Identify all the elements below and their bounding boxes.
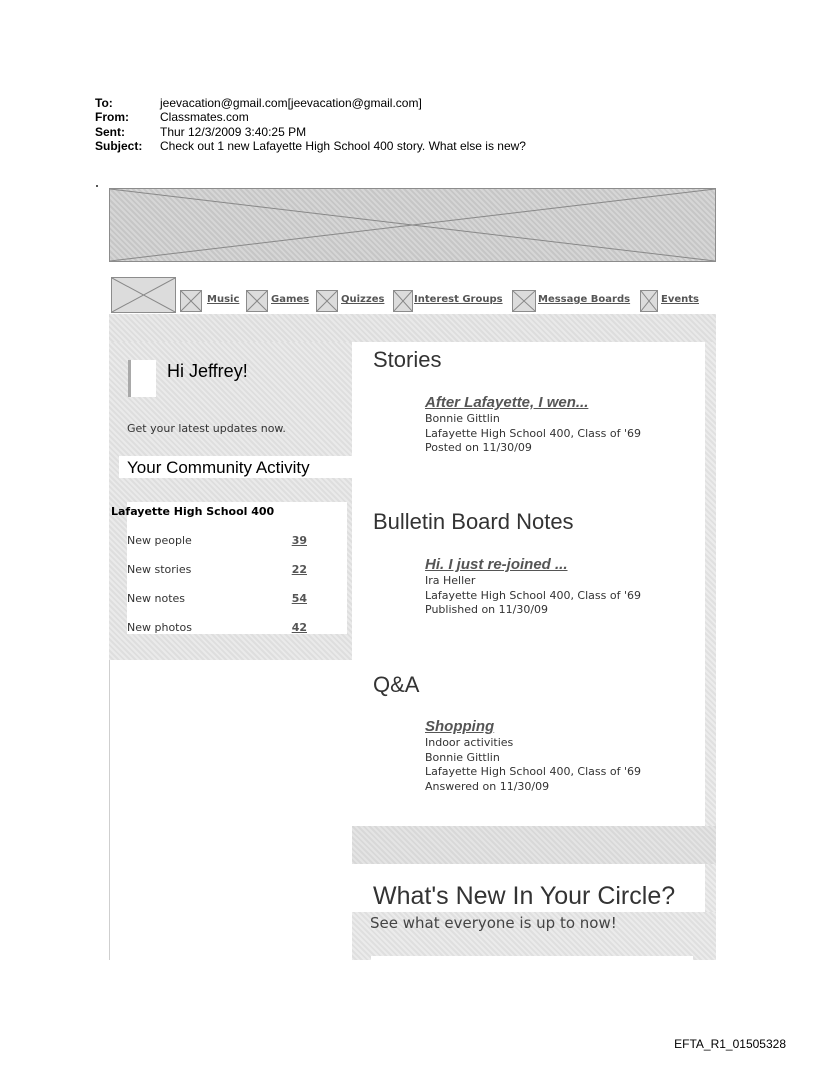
updates-prompt[interactable]: Get your latest updates now. xyxy=(127,422,286,435)
music-icon xyxy=(180,290,202,312)
circle-subheading: See what everyone is up to now! xyxy=(370,914,617,932)
bulletin-author: Ira Heller xyxy=(425,574,476,587)
main-content-border xyxy=(705,342,716,960)
sidebar-edge xyxy=(109,660,110,960)
story-school: Lafayette High School 400, Class of '69 xyxy=(425,426,641,440)
nav-quizzes-link[interactable]: Quizzes xyxy=(341,294,385,305)
activity-count-link[interactable]: 39 xyxy=(291,534,307,547)
nav-divider-strip xyxy=(109,314,716,342)
activity-row-people xyxy=(127,534,307,547)
story-title-link[interactable]: After Lafayette, I wen... xyxy=(425,394,589,411)
nav-music-link[interactable]: Music xyxy=(207,294,240,305)
activity-label: New stories xyxy=(127,563,192,576)
document-id: EFTA_R1_01505328 xyxy=(674,1037,786,1051)
bulletin-item xyxy=(425,555,641,618)
activity-row-stories xyxy=(127,563,307,576)
activity-school-name: Lafayette High School 400 xyxy=(111,505,275,518)
activity-label: New photos xyxy=(127,621,192,634)
email-header xyxy=(95,96,526,154)
activity-count-link[interactable]: 54 xyxy=(291,592,307,605)
interest-groups-icon xyxy=(393,290,413,312)
bulletin-date: Published on 11/30/09 xyxy=(425,603,549,616)
logo-placeholder xyxy=(111,277,176,313)
from-label: From: xyxy=(95,110,129,125)
qa-category: Indoor activities xyxy=(425,736,514,749)
nav-games-link[interactable]: Games xyxy=(271,294,310,305)
circle-heading: What's New In Your Circle? xyxy=(373,882,676,910)
section-divider-band xyxy=(352,826,716,864)
nav-events-link[interactable]: Events xyxy=(661,294,699,305)
bulletin-title-link[interactable]: Hi. I just re-joined ... xyxy=(425,556,568,573)
bulletin-heading: Bulletin Board Notes xyxy=(373,509,574,534)
subject-value: Check out 1 new Lafayette High School 400 story. What else is new? xyxy=(160,139,526,154)
qa-heading: Q&A xyxy=(373,672,420,697)
nav-interest-groups-link[interactable]: Interest Groups xyxy=(414,294,503,305)
sent-value: Thur 12/3/2009 3:40:25 PM xyxy=(160,124,307,139)
activity-count-link[interactable]: 42 xyxy=(291,621,307,634)
from-value: Classmates.com xyxy=(160,110,249,125)
qa-school: Lafayette High School 400, Class of '69 xyxy=(425,765,641,778)
activity-row-photos xyxy=(127,621,307,634)
community-activity-title: Your Community Activity xyxy=(119,456,360,478)
circle-subheading-bar xyxy=(352,912,716,960)
quizzes-icon xyxy=(316,290,338,312)
stories-heading: Stories xyxy=(373,347,442,372)
qa-title-link[interactable]: Shopping xyxy=(425,718,495,735)
banner-image-placeholder xyxy=(109,188,716,262)
message-boards-icon xyxy=(512,290,536,312)
qa-author: Bonnie Gittlin xyxy=(425,750,500,764)
sent-label: Sent: xyxy=(95,124,125,139)
avatar xyxy=(128,360,156,397)
circle-content-box xyxy=(371,956,693,962)
stray-dot xyxy=(96,185,98,187)
bulletin-school: Lafayette High School 400, Class of '69 xyxy=(425,588,641,602)
story-author: Bonnie Gittlin xyxy=(425,412,500,425)
nav-message-boards-link[interactable]: Message Boards xyxy=(538,294,631,305)
to-value: jeevacation@gmail.com[jeevacation@gmail.com] xyxy=(160,96,422,110)
greeting: Hi Jeffrey! xyxy=(167,361,248,381)
events-icon xyxy=(640,290,658,312)
story-item xyxy=(425,393,641,456)
qa-item xyxy=(425,717,641,794)
activity-count-link[interactable]: 22 xyxy=(291,563,307,576)
story-date: Posted on 11/30/09 xyxy=(425,441,532,454)
qa-date: Answered on 11/30/09 xyxy=(425,779,550,793)
subject-label: Subject: xyxy=(95,139,143,154)
games-icon xyxy=(246,290,268,312)
activity-row-notes xyxy=(127,592,307,605)
email-body xyxy=(109,188,716,960)
activity-label: New notes xyxy=(127,592,186,605)
activity-label: New people xyxy=(127,534,192,547)
to-label: To: xyxy=(95,96,113,110)
